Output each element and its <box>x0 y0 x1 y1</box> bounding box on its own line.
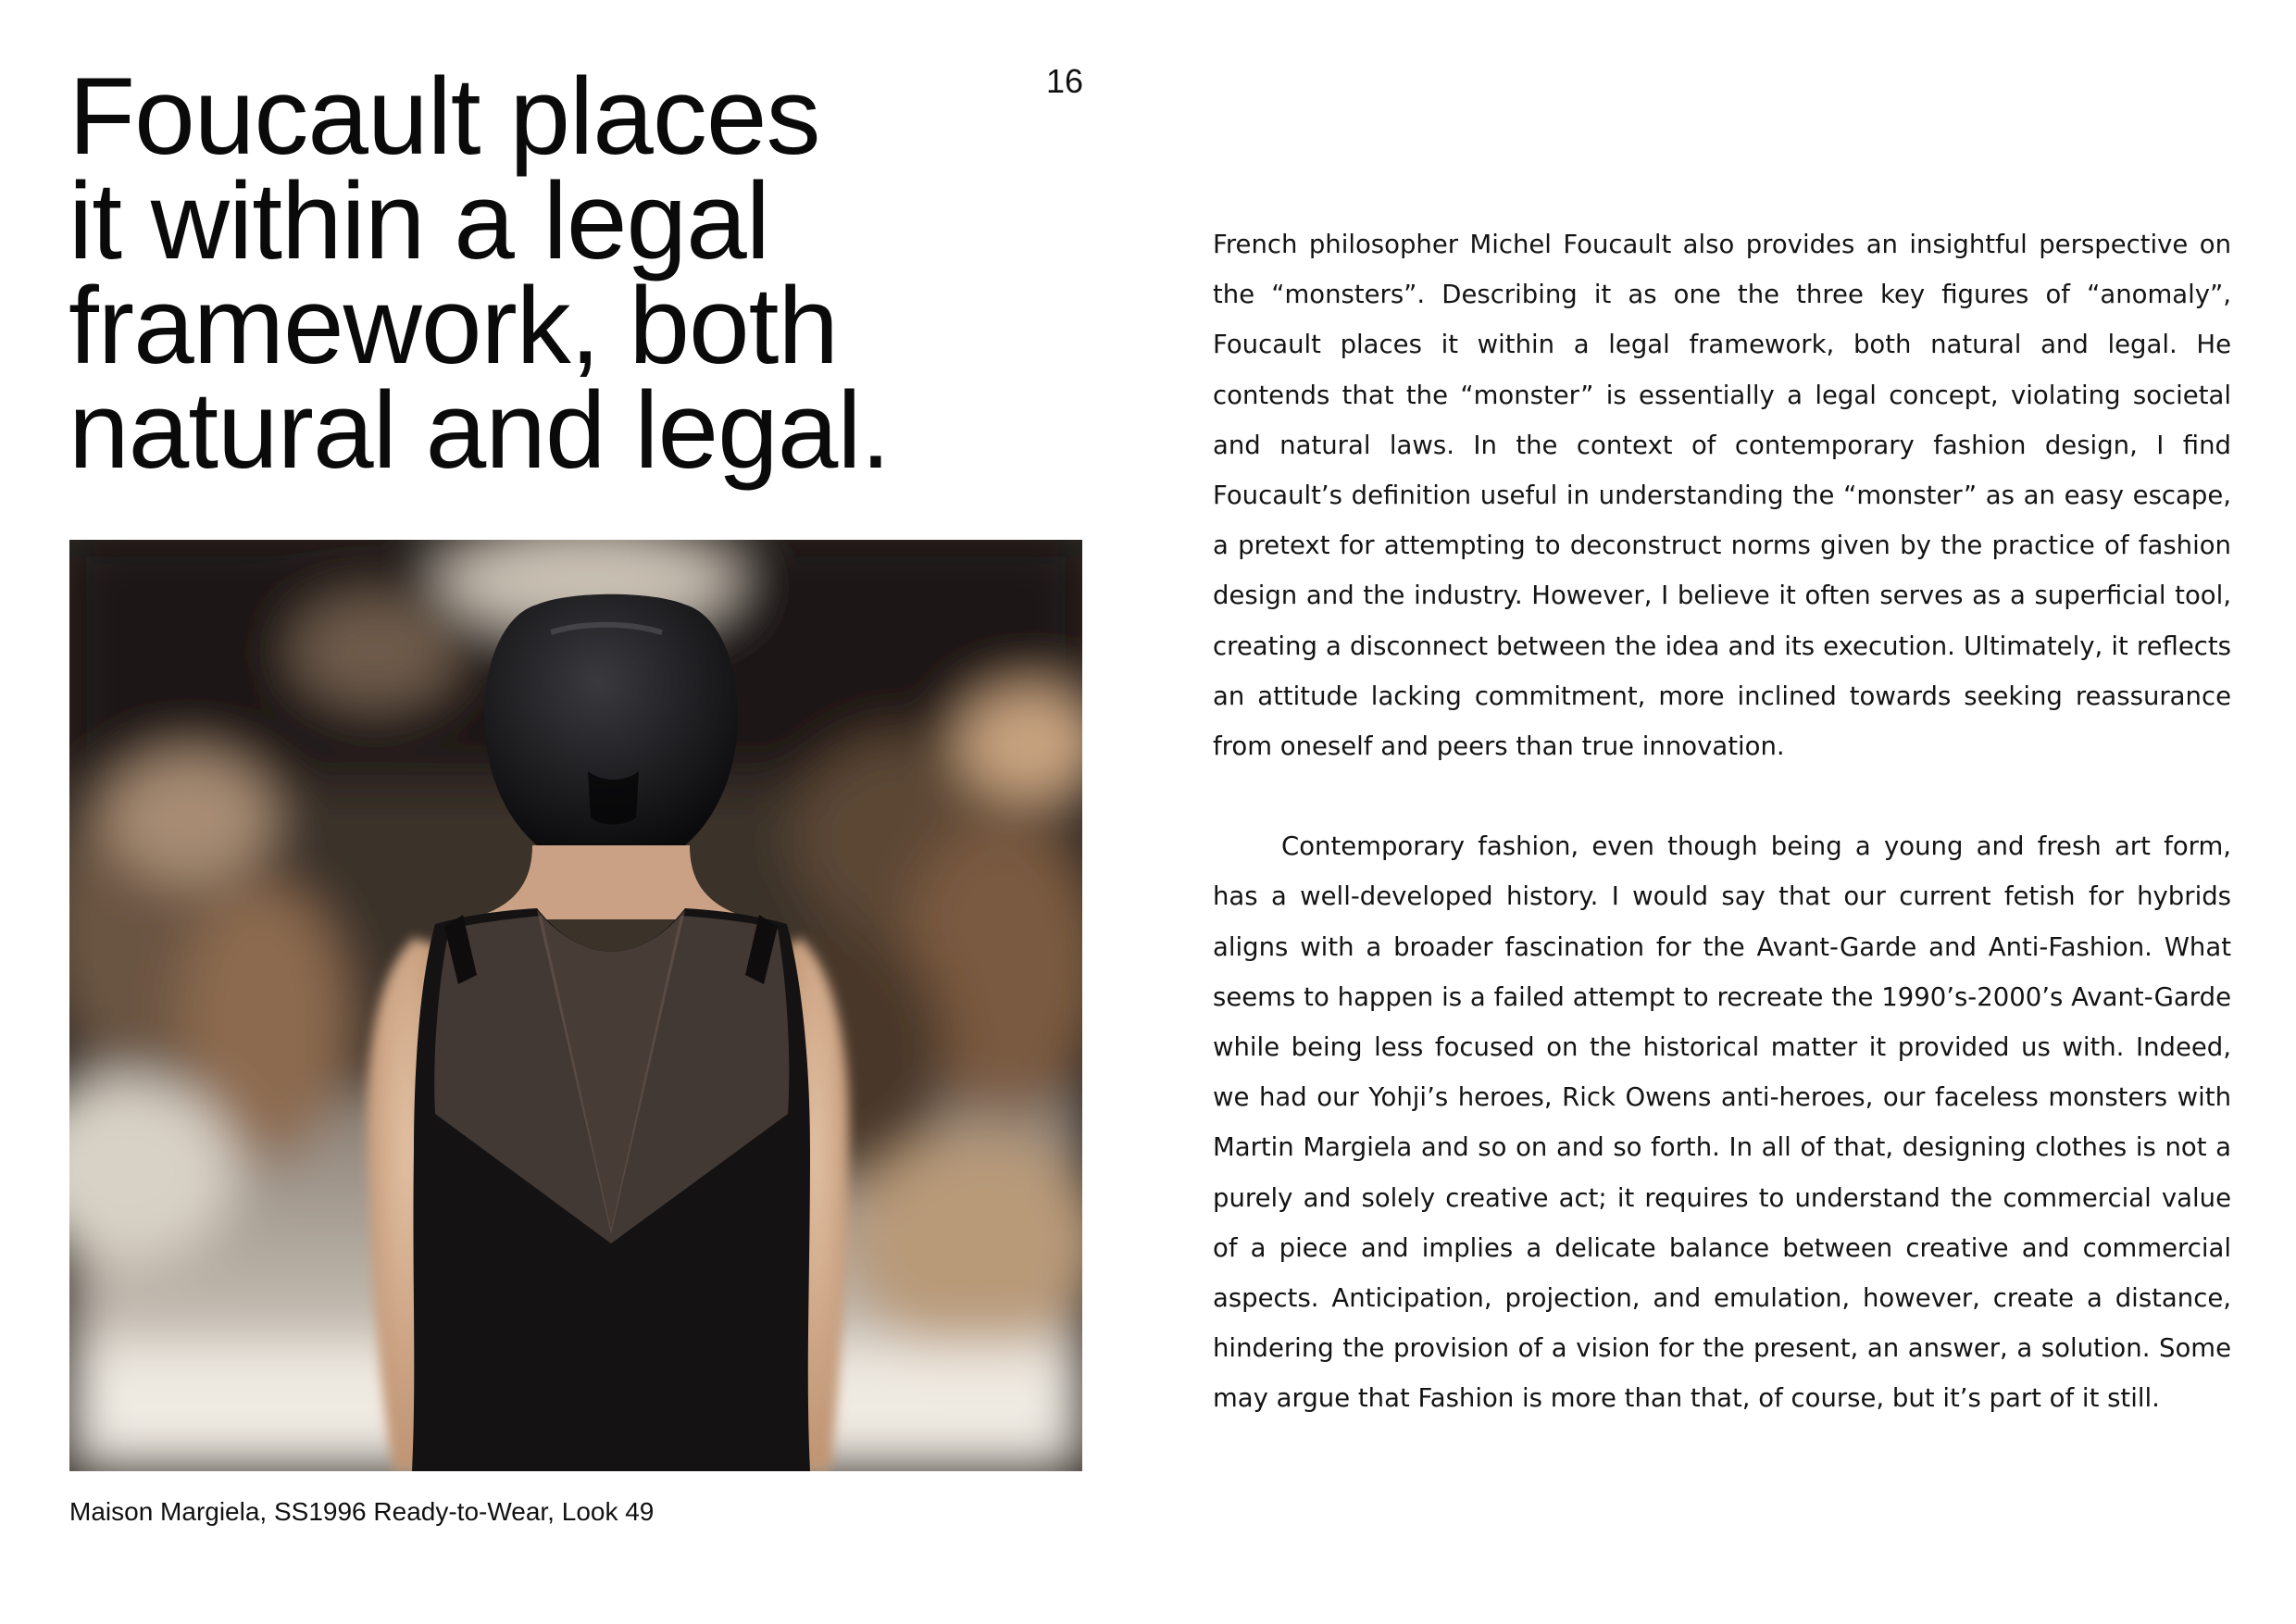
runway-photo <box>69 540 1082 1471</box>
page-number: 16 <box>1046 62 1084 100</box>
headline-line: Foucault places <box>69 56 820 178</box>
body-paragraph: Contemporary fashion, even though being a young and fresh art form, has a well-developed history. I would say that our current fetish for hybrids aligns with a broader fascination for the Avant-Garde and Anti-Fashion. What seems to happen is a failed attempt to recreate the 1990’s-2000’s Avant-Garde while being less focused on the historical matter it provided us with. Indeed, we had our Yohji’s heroes, Rick Owens anti-heroes, our faceless monsters with Martin Margiela and so on and so forth. In all of that, designing clothes is not a purely and solely creative act; it requires to understand the commercial value of a piece and implies a delicate balance between creative and commercial aspects. Anticipation, projection, and emulation, however, create a distance, hindering the provision of a vision for the present, an answer, a solution. Some may argue that Fashion is more than that, of course, but it’s part of it still. <box>1213 831 2231 1414</box>
headline <box>69 56 994 492</box>
headline-line: framework, both <box>69 265 838 387</box>
body-paragraph: French philosopher Michel Foucault also provides an insightful perspective on the “monsters”. Describing it as one the three key figures of “anomaly”, Foucault places it within a legal framework, both natural and legal. He contends that the “monster” is essentially a legal concept, violating societal and natural laws. In the context of contemporary fashion design, I find Foucault’s definition useful in understanding the “monster” as an easy escape, a pretext for attempting to deconstruct norms given by the practice of fashion design and the industry. However, I believe it often serves as a superficial tool, creating a disconnect between the idea and its execution. Ultimately, it reflects an attitude lacking commitment, more inclined towards seeking reassurance from oneself and peers than true innovation. <box>1213 230 2231 762</box>
body-text <box>1213 219 2231 1424</box>
headline-line: it within a legal <box>69 160 769 282</box>
runway-photo-illustration <box>69 540 1082 1471</box>
photo-caption: Maison Margiela, SS1996 Ready-to-Wear, Look 49 <box>69 1497 655 1526</box>
headline-line: natural and legal. <box>69 369 891 492</box>
